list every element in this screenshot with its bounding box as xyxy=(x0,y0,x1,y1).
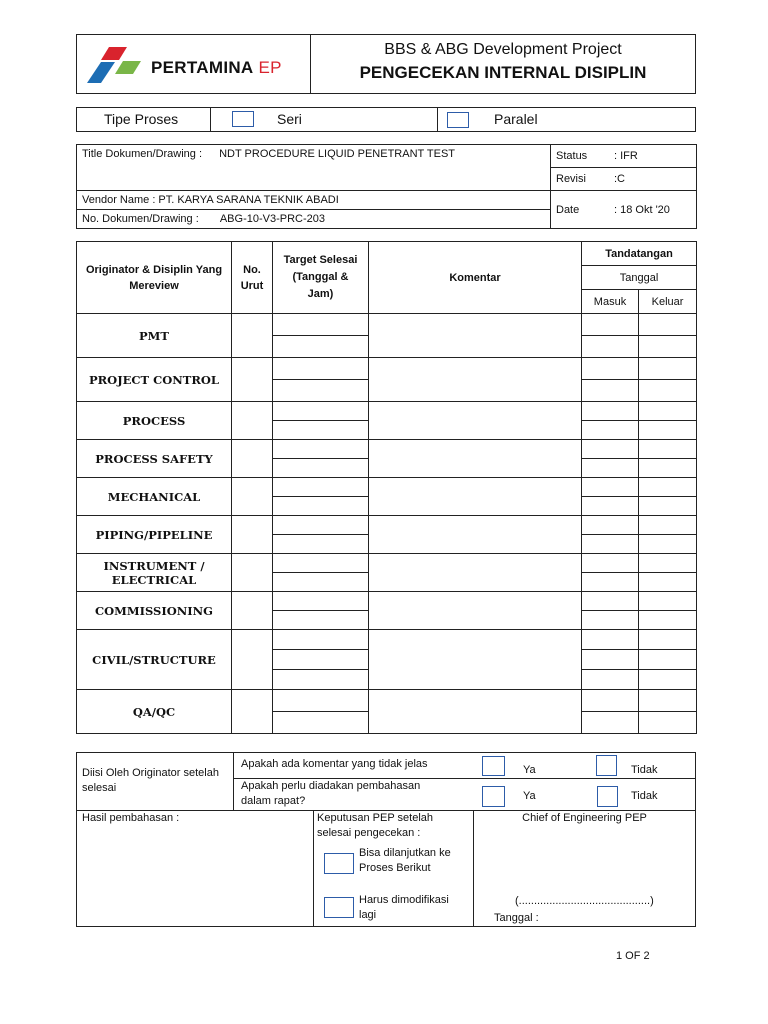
keluar-cell[interactable] xyxy=(639,358,697,380)
no-urut-cell[interactable] xyxy=(232,554,273,592)
review-row xyxy=(77,440,697,459)
discipline-name: PIPING/PIPELINE xyxy=(77,516,232,554)
lanjut-label: Bisa dilanjutkan ke Proses Berikut xyxy=(359,847,451,874)
no-urut-cell[interactable] xyxy=(232,592,273,630)
keluar-cell[interactable] xyxy=(639,478,697,497)
originator-section xyxy=(76,752,696,927)
logo-suffix: EP xyxy=(258,58,282,77)
page-number: 1 OF 2 xyxy=(616,950,650,962)
keluar-cell[interactable] xyxy=(639,336,697,358)
masuk-cell[interactable] xyxy=(582,478,639,497)
keluar-cell[interactable] xyxy=(639,314,697,336)
seri-label: Seri xyxy=(277,111,302,127)
masuk-cell[interactable] xyxy=(582,554,639,573)
no-urut-cell[interactable] xyxy=(232,402,273,440)
masuk-cell[interactable] xyxy=(582,611,639,630)
chief-label: Chief of Engineering PEP xyxy=(522,812,647,824)
keluar-cell[interactable] xyxy=(639,611,697,630)
date-value: : 18 Okt '20 xyxy=(614,203,670,216)
q2-ya-checkbox[interactable] xyxy=(482,786,505,807)
doc-number-cell xyxy=(77,210,551,229)
question-2: Apakah perlu diadakan pembahasan dalam rapat? xyxy=(241,780,421,807)
target-cell[interactable] xyxy=(273,573,369,592)
divider xyxy=(210,108,211,131)
keluar-cell[interactable] xyxy=(639,690,697,712)
col-tanggal: Tanggal xyxy=(582,266,697,290)
keluar-cell[interactable] xyxy=(639,592,697,611)
q1-tidak-label: Tidak xyxy=(631,764,658,776)
revisi-label: Revisi xyxy=(556,173,586,185)
title-area xyxy=(311,35,695,93)
no-urut-cell[interactable] xyxy=(232,478,273,516)
target-cell[interactable] xyxy=(273,497,369,516)
review-row xyxy=(77,478,697,497)
target-cell[interactable] xyxy=(273,478,369,497)
keluar-cell[interactable] xyxy=(639,650,697,670)
keluar-cell[interactable] xyxy=(639,630,697,650)
revisi-cell xyxy=(551,168,697,191)
target-cell[interactable] xyxy=(273,440,369,459)
target-cell[interactable] xyxy=(273,421,369,440)
modifikasi-checkbox[interactable] xyxy=(324,897,354,918)
col-target: Target Selesai (Tanggal & Jam) xyxy=(273,242,369,314)
review-row xyxy=(77,402,697,421)
target-cell[interactable] xyxy=(273,358,369,380)
title-value: NDT PROCEDURE LIQUID PENETRANT TEST xyxy=(219,148,456,160)
keluar-cell[interactable] xyxy=(639,516,697,535)
target-cell[interactable] xyxy=(273,712,369,734)
status-value: : IFR xyxy=(614,150,638,162)
keluar-cell[interactable] xyxy=(639,573,697,592)
discipline-name: INSTRUMENT / ELECTRICAL xyxy=(77,554,232,592)
target-cell[interactable] xyxy=(273,402,369,421)
document-info-table xyxy=(76,144,697,229)
status-cell xyxy=(551,145,697,168)
diisi-oleh-label: Diisi Oleh Originator setelah selesai xyxy=(82,767,219,794)
divider xyxy=(233,753,234,810)
divider xyxy=(313,810,314,926)
masuk-cell[interactable] xyxy=(582,497,639,516)
discipline-name: QA/QC xyxy=(77,690,232,734)
masuk-cell[interactable] xyxy=(582,592,639,611)
masuk-cell[interactable] xyxy=(582,690,639,712)
review-row xyxy=(77,554,697,573)
review-row xyxy=(77,592,697,611)
no-urut-cell[interactable] xyxy=(232,440,273,478)
masuk-cell[interactable] xyxy=(582,670,639,690)
discipline-name: CIVIL/STRUCTURE xyxy=(77,630,232,690)
col-komentar: Komentar xyxy=(369,242,582,314)
project-name: BBS & ABG Development Project xyxy=(384,41,622,58)
title-label: Title Dokumen/Drawing : xyxy=(82,148,203,160)
modifikasi-label: Harus dimodifikasi lagi xyxy=(359,894,449,921)
discipline-name: PROCESS xyxy=(77,402,232,440)
target-cell[interactable] xyxy=(273,554,369,573)
divider xyxy=(437,108,438,131)
col-masuk: Masuk xyxy=(582,290,639,314)
keluar-cell[interactable] xyxy=(639,712,697,734)
target-cell[interactable] xyxy=(273,690,369,712)
target-cell[interactable] xyxy=(273,611,369,630)
target-cell[interactable] xyxy=(273,459,369,478)
question-1: Apakah ada komentar yang tidak jelas xyxy=(241,758,428,770)
komentar-cell[interactable] xyxy=(369,358,582,402)
keluar-cell[interactable] xyxy=(639,535,697,554)
q1-ya-checkbox[interactable] xyxy=(482,756,505,776)
target-cell[interactable] xyxy=(273,650,369,670)
masuk-cell[interactable] xyxy=(582,314,639,336)
masuk-cell[interactable] xyxy=(582,336,639,358)
col-keluar: Keluar xyxy=(639,290,697,314)
form-header xyxy=(76,34,696,94)
discipline-name: MECHANICAL xyxy=(77,478,232,516)
masuk-cell[interactable] xyxy=(582,440,639,459)
review-row xyxy=(77,630,697,650)
doc-number-value: ABG-10-V3-PRC-203 xyxy=(219,213,325,225)
title-cell xyxy=(77,145,551,191)
target-cell[interactable] xyxy=(273,535,369,554)
target-cell[interactable] xyxy=(273,670,369,690)
komentar-cell[interactable] xyxy=(369,314,582,358)
masuk-cell[interactable] xyxy=(582,358,639,380)
masuk-cell[interactable] xyxy=(582,516,639,535)
q1-ya-label: Ya xyxy=(523,764,536,776)
masuk-cell[interactable] xyxy=(582,380,639,402)
keluar-cell[interactable] xyxy=(639,459,697,478)
keluar-cell[interactable] xyxy=(639,421,697,440)
no-urut-cell[interactable] xyxy=(232,516,273,554)
komentar-cell[interactable] xyxy=(369,592,582,630)
paralel-label: Paralel xyxy=(494,111,538,127)
q1-tidak-checkbox[interactable] xyxy=(596,755,617,776)
logo-wordmark: PERTAMINA EP xyxy=(151,58,282,77)
review-row xyxy=(77,314,697,336)
target-cell[interactable] xyxy=(273,314,369,336)
divider xyxy=(473,810,474,926)
keluar-cell[interactable] xyxy=(639,670,697,690)
keluar-cell[interactable] xyxy=(639,497,697,516)
keluar-cell[interactable] xyxy=(639,554,697,573)
review-row xyxy=(77,358,697,380)
target-cell[interactable] xyxy=(273,380,369,402)
target-cell[interactable] xyxy=(273,336,369,358)
revisi-value: :C xyxy=(614,173,625,185)
komentar-cell[interactable] xyxy=(369,440,582,478)
status-label: Status xyxy=(556,150,588,162)
keluar-cell[interactable] xyxy=(639,380,697,402)
masuk-cell[interactable] xyxy=(582,421,639,440)
review-row xyxy=(77,516,697,535)
discipline-name: COMMISSIONING xyxy=(77,592,232,630)
no-urut-cell[interactable] xyxy=(232,630,273,690)
masuk-cell[interactable] xyxy=(582,573,639,592)
q2-ya-label: Ya xyxy=(523,790,536,802)
masuk-cell[interactable] xyxy=(582,402,639,421)
no-urut-cell[interactable] xyxy=(232,690,273,734)
target-cell[interactable] xyxy=(273,516,369,535)
tipe-proses-label: Tipe Proses xyxy=(104,111,179,127)
masuk-cell[interactable] xyxy=(582,459,639,478)
signature-line: (...........................................) xyxy=(515,895,654,907)
discipline-name: PROCESS SAFETY xyxy=(77,440,232,478)
review-table xyxy=(76,241,697,734)
col-originator: Originator & Disiplin Yang Mereview xyxy=(77,242,232,314)
tanggal-label: Tanggal : xyxy=(494,912,539,924)
col-tandatangan: Tandatangan xyxy=(582,242,697,266)
paralel-checkbox[interactable] xyxy=(447,112,469,128)
vendor-name: Vendor Name : PT. KARYA SARANA TEKNIK ABADI xyxy=(77,191,551,210)
seri-checkbox[interactable] xyxy=(232,111,254,127)
keluar-cell[interactable] xyxy=(639,440,697,459)
no-urut-cell[interactable] xyxy=(232,314,273,358)
keluar-cell[interactable] xyxy=(639,402,697,421)
komentar-cell[interactable] xyxy=(369,402,582,440)
target-cell[interactable] xyxy=(273,592,369,611)
masuk-cell[interactable] xyxy=(582,630,639,650)
no-urut-cell[interactable] xyxy=(232,358,273,402)
q2-tidak-checkbox[interactable] xyxy=(597,786,618,807)
lanjut-checkbox[interactable] xyxy=(324,853,354,874)
discipline-name: PMT xyxy=(77,314,232,358)
tipe-proses-row xyxy=(76,107,696,132)
masuk-cell[interactable] xyxy=(582,650,639,670)
date-cell xyxy=(551,191,697,229)
doc-number-label: No. Dokumen/Drawing : xyxy=(82,213,199,225)
form-title: PENGECEKAN INTERNAL DISIPLIN xyxy=(359,63,647,82)
masuk-cell[interactable] xyxy=(582,712,639,734)
col-no-urut: No. Urut xyxy=(232,242,273,314)
target-cell[interactable] xyxy=(273,630,369,650)
komentar-cell[interactable] xyxy=(369,516,582,554)
q2-tidak-label: Tidak xyxy=(631,790,658,802)
date-label: Date xyxy=(556,203,580,216)
komentar-cell[interactable] xyxy=(369,630,582,690)
komentar-cell[interactable] xyxy=(369,478,582,516)
review-row xyxy=(77,690,697,712)
discipline-name: PROJECT CONTROL xyxy=(77,358,232,402)
komentar-cell[interactable] xyxy=(369,690,582,734)
keputusan-label: Keputusan PEP setelah selesai pengecekan : xyxy=(317,812,433,839)
logo-area xyxy=(77,35,311,93)
pertamina-logo-icon xyxy=(83,43,145,85)
masuk-cell[interactable] xyxy=(582,535,639,554)
komentar-cell[interactable] xyxy=(369,554,582,592)
hasil-pembahasan-label: Hasil pembahasan : xyxy=(82,812,180,824)
